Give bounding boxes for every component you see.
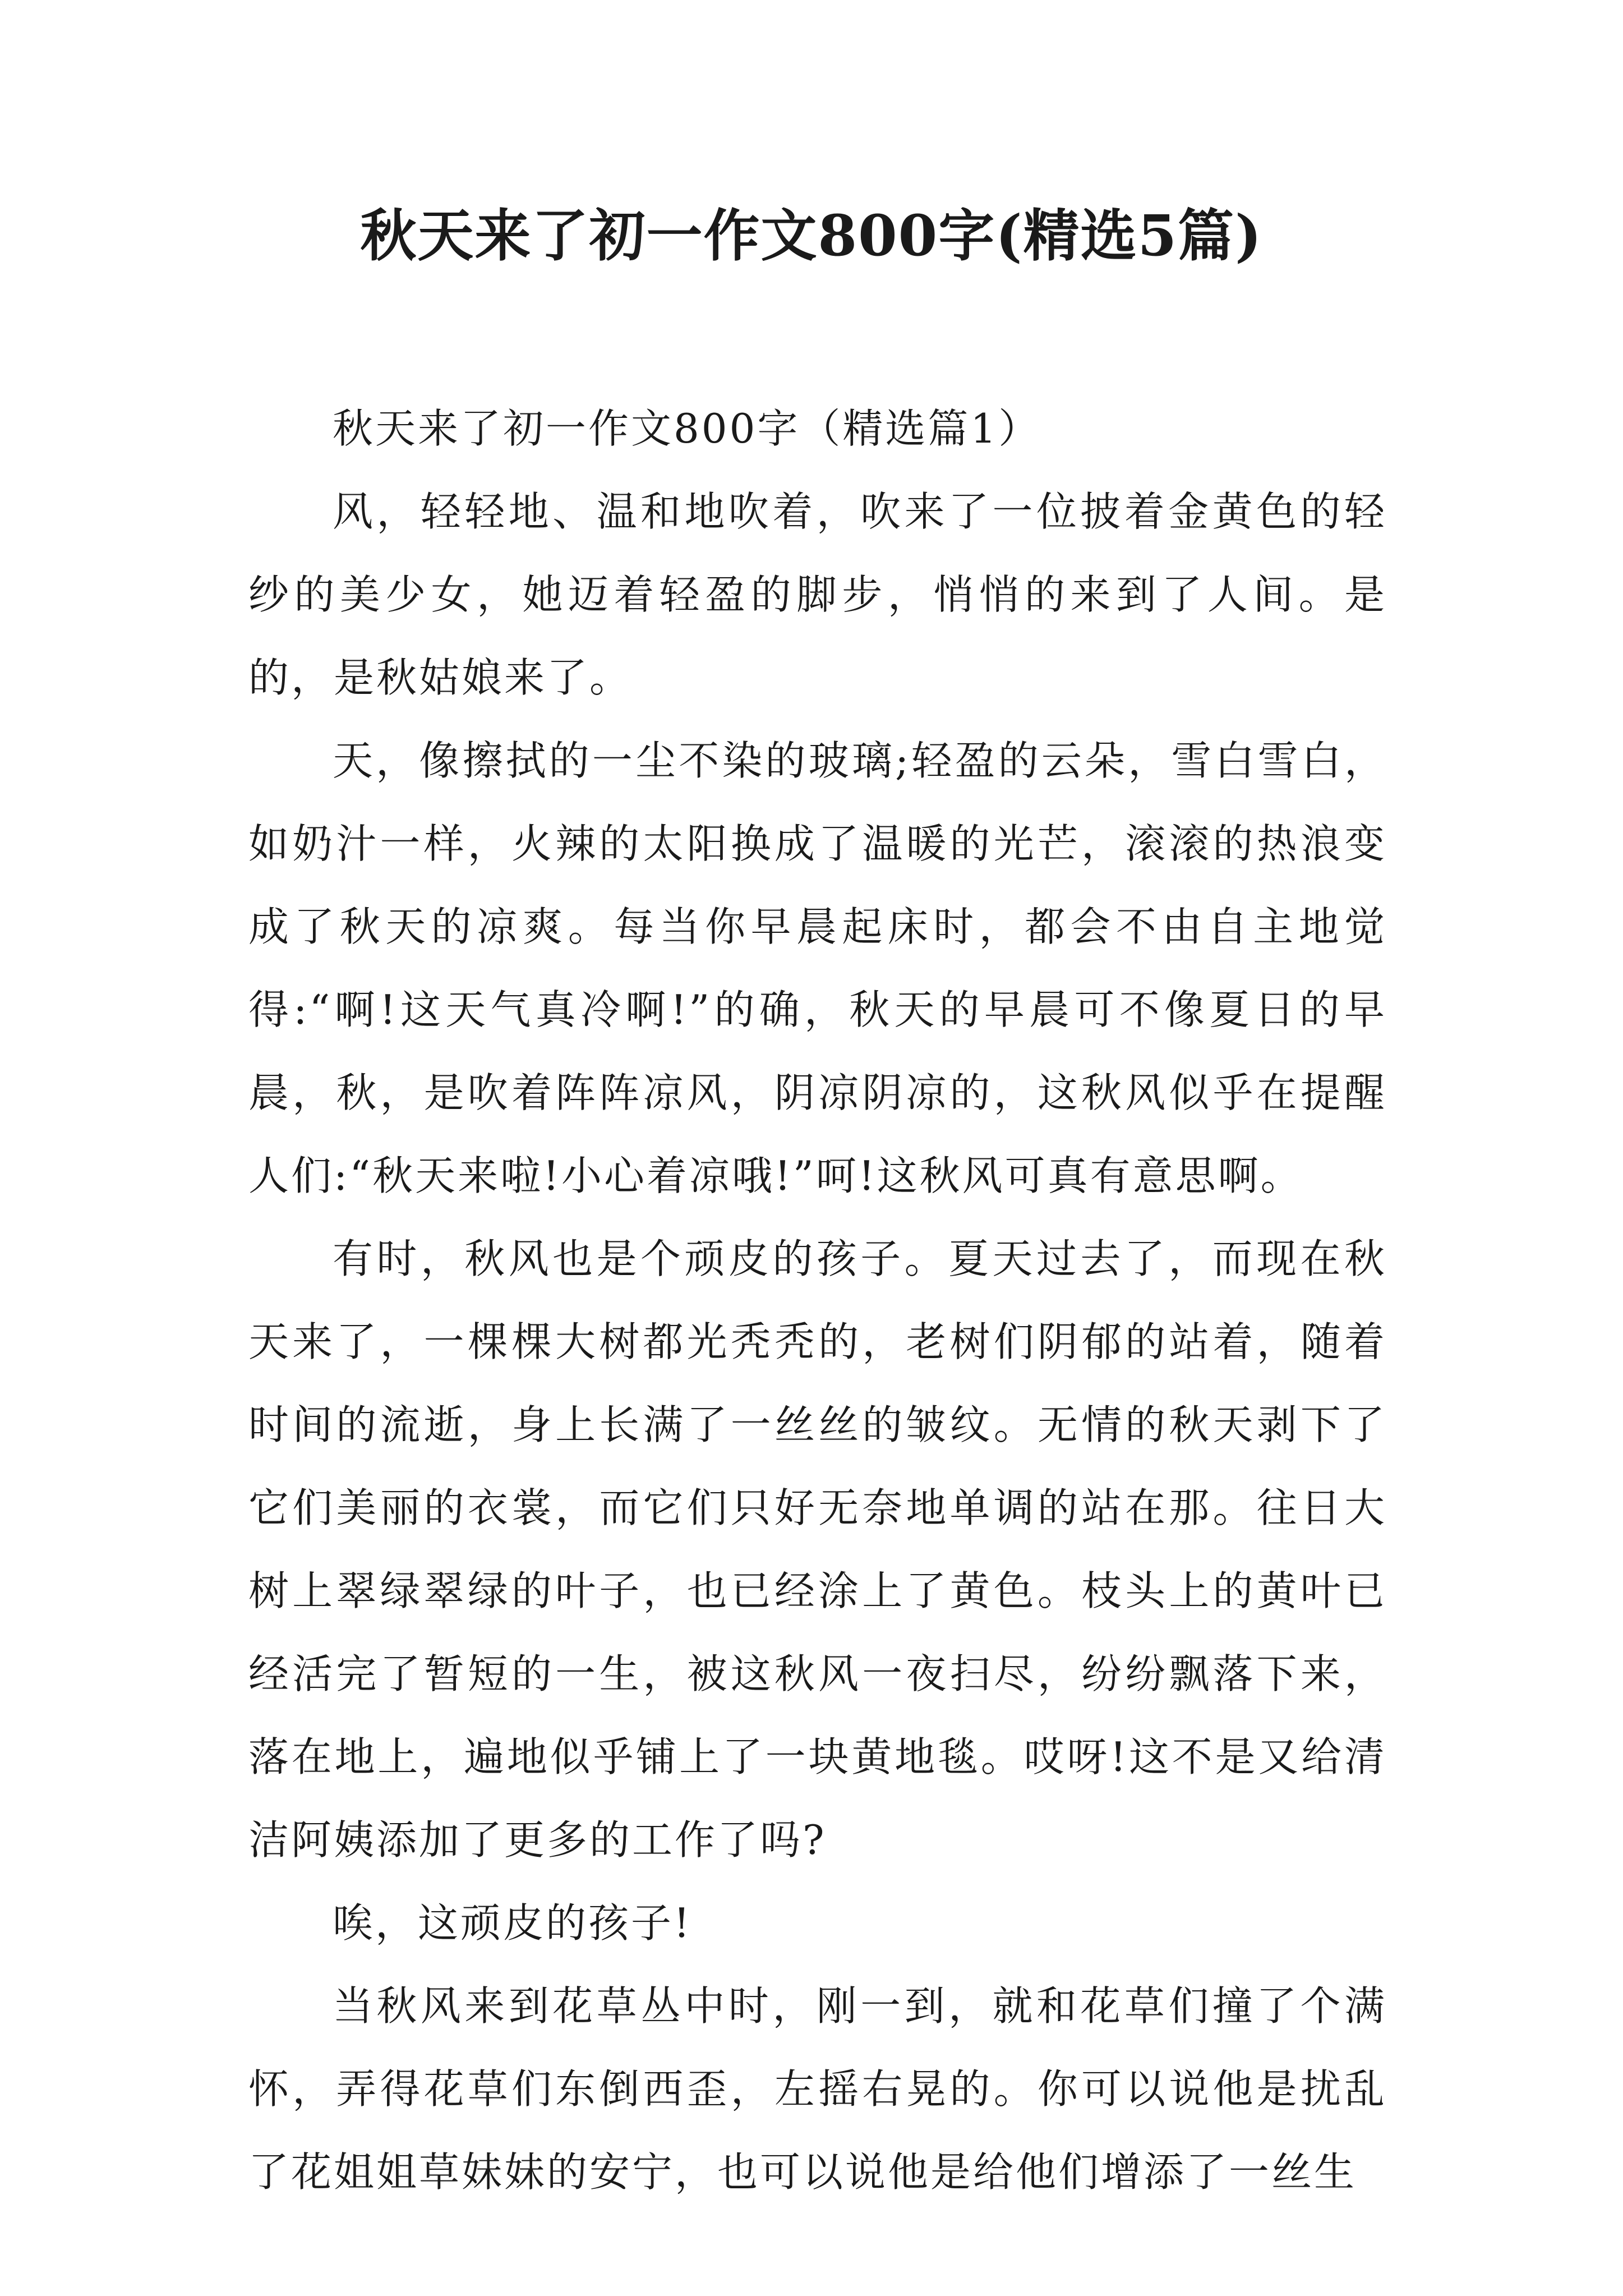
paragraph-2: 天，像擦拭的一尘不染的玻璃;轻盈的云朵，雪白雪白，如奶汁一样，火辣的太阳换成了温暖的光芒，滚滚的热浪变成了秋天的凉爽。每当你早晨起床时，都会不由自主地觉得:“啊!这天气真冷啊!”的确，秋天的早晨可不像夏日的早晨，秋，是吹着阵阵凉风，阴凉阴凉的，这秋风似乎在提醒人们:“秋天来啦!小心着凉哦!”呵!这秋风可真有意思啊。 xyxy=(248,737,1387,1199)
document-body xyxy=(248,387,1387,2214)
paragraph-1: 风，轻轻地、温和地吹着，吹来了一位披着金黄色的轻纱的美少女，她迈着轻盈的脚步，悄悄的来到了人间。是的，是秋姑娘来了。 xyxy=(248,488,1387,701)
document-title: 秋天来了初一作文800字(精选5篇) xyxy=(360,203,1263,269)
section-heading: 秋天来了初一作文800字（精选篇1） xyxy=(333,405,1041,452)
paragraph-5: 当秋风来到花草丛中时，刚一到，就和花草们撞了个满怀，弄得花草们东倒西歪，左摇右晃的。你可以说他是扰乱了花姐姐草妹妹的安宁，也可以说他是给他们增添了一丝生 xyxy=(248,1982,1387,2196)
paragraph-3: 有时，秋风也是个顽皮的孩子。夏天过去了，而现在秋天来了，一棵棵大树都光秃秃的，老树们阴郁的站着，随着时间的流逝，身上长满了一丝丝的皱纹。无情的秋天剥下了它们美丽的衣裳，而它们只好无奈地单调的站在那。往日大树上翠绿翠绿的叶子，也已经涂上了黄色。枝头上的黄叶已经活完了暂短的一生，被这秋风一夜扫尽，纷纷飘落下来，落在地上，遍地似乎铺上了一块黄地毯。哎呀!这不是又给清洁阿姨添加了更多的工作了吗? xyxy=(248,1235,1387,1864)
paragraph-4: 唉，这顽皮的孩子! xyxy=(333,1899,692,1947)
